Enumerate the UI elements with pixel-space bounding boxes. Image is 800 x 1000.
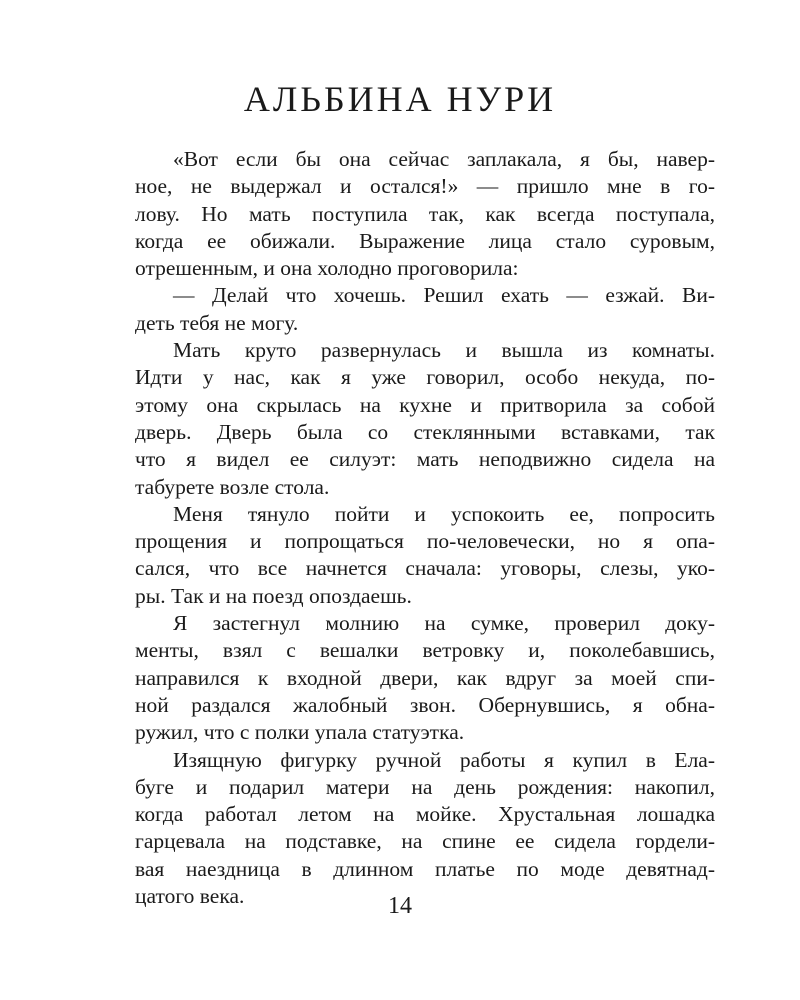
text-line: ной раздался жалобный звон. Обернувшись, я обна-	[135, 692, 715, 717]
text-line: — Делай что хочешь. Решил ехать — езжай. Ви-	[173, 283, 715, 308]
text-line: деть тебя не могу.	[135, 310, 299, 335]
text-line: вая наездница в длинном платье по моде девятнад-	[135, 856, 715, 881]
text-line: Меня тянуло пойти и успокоить ее, попросить	[173, 501, 715, 526]
text-line: лову. Но мать поступила так, как всегда поступала,	[135, 201, 715, 226]
paragraph	[135, 282, 715, 337]
paragraph	[135, 747, 715, 911]
text-line: «Вот если бы она сейчас заплакала, я бы, навер-	[173, 147, 715, 171]
text-line: ружил, что с полки упала статуэтка.	[135, 720, 465, 745]
text-line: цатого века.	[135, 884, 245, 909]
body-text	[135, 146, 715, 910]
text-line: Изящную фигурку ручной работы я купил в Ела-	[173, 747, 715, 772]
text-line: табурете возле стола.	[135, 474, 330, 499]
text-line: этому она скрылась на кухне и притворила за собой	[135, 392, 715, 417]
paragraph	[135, 337, 715, 501]
text-line: менты, взял с вешалки ветровку и, поколебавшись,	[135, 638, 715, 663]
paragraph	[135, 610, 715, 746]
text-line: когда работал летом на мойке. Хрустальная лошадка	[135, 802, 715, 827]
text-line: направился к входной двери, как вдруг за моей спи-	[135, 665, 715, 690]
paragraph	[135, 146, 715, 282]
text-line: отрешенным, и она холодно проговорила:	[135, 256, 519, 281]
page-number: 14	[388, 893, 412, 919]
text-line: Идти у нас, как я уже говорил, особо некуда, по-	[135, 365, 715, 390]
text-line: буге и подарил матери на день рождения: накопил,	[135, 774, 715, 799]
text-line: Я застегнул молнию на сумке, проверил доку-	[173, 611, 715, 636]
text-line: сался, что все начнется сначала: уговоры, слезы, уко-	[135, 556, 715, 581]
text-line: ное, не выдержал и остался!» — пришло мне в го-	[135, 174, 715, 199]
text-line: гарцевала на подставке, на спине ее сидела гордели-	[135, 829, 715, 854]
text-line: Мать круто развернулась и вышла из комнаты.	[173, 338, 715, 363]
text-line: прощения и попрощаться по-человечески, но я опа-	[135, 529, 715, 554]
paragraph	[135, 501, 715, 610]
text-line: когда ее обижали. Выражение лица стало суровым,	[135, 228, 715, 253]
running-head: АЛЬБИНА НУРИ	[243, 79, 557, 119]
text-line: ры. Так и на поезд опоздаешь.	[135, 583, 412, 608]
text-line: что я видел ее силуэт: мать неподвижно сидела на	[135, 447, 715, 472]
text-line: дверь. Дверь была со стеклянными вставками, так	[135, 419, 715, 444]
